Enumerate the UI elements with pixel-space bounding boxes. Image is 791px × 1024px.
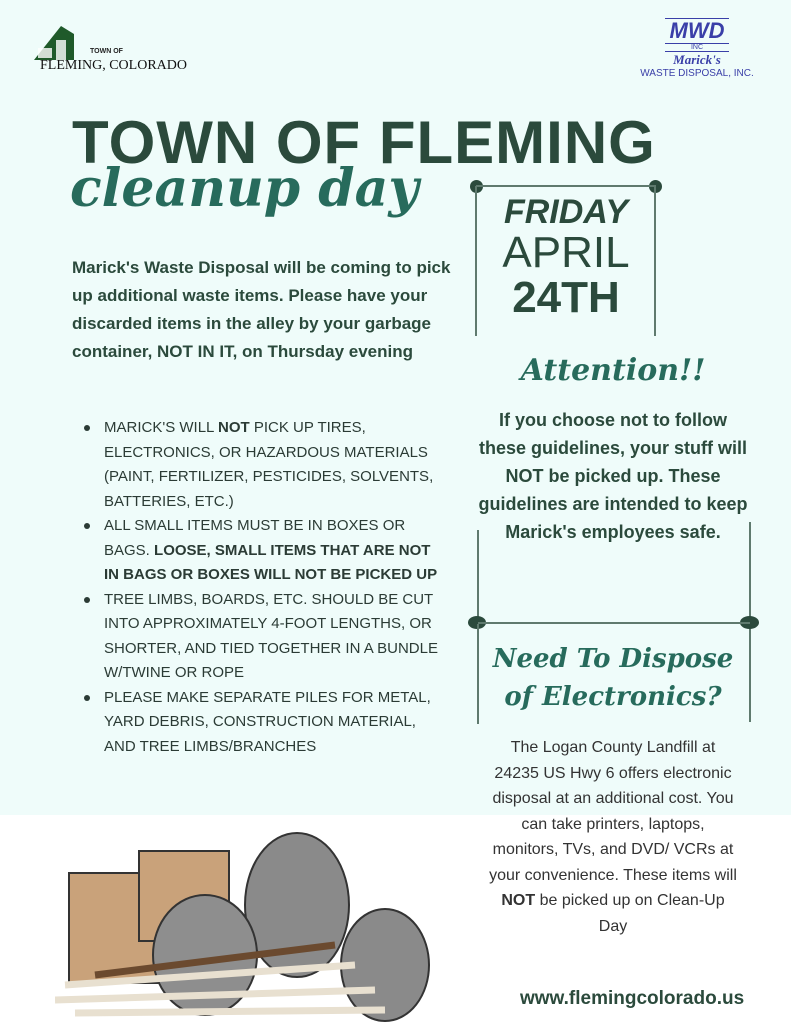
frame-line — [477, 624, 479, 724]
date-number: 24TH — [512, 273, 620, 322]
page-subtitle: cleanup day — [70, 158, 419, 219]
mwd-logo-mark: MWD — [669, 18, 725, 43]
electronics-text: The Logan County Landfill at 24235 US Hwy 6 offers electronic disposal at an additional cost. You can take printers, laptops, monitors, TVs, and DVD/ VCRs at your convenience. These items will — [489, 739, 737, 884]
frame-line — [477, 530, 479, 622]
town-logo-line2: FLEMING, COLORADO — [40, 58, 187, 73]
rule-text: PICK UP TIRES, ELECTRONICS, OR HAZARDOUS MATERIALS (PAINT, FERTILIZER, PESTICIDES, SOLVENTS, BATTERIES, ETC.) — [104, 419, 434, 510]
rule-text: ALL SMALL ITEMS MUST BE IN BOXES OR BAGS. — [104, 517, 406, 559]
mwd-logo — [622, 18, 772, 88]
mwd-logo-sub: WASTE DISPOSAL, INC. — [640, 68, 754, 79]
rule-text: MARICK'S WILL — [104, 419, 218, 436]
attention-body: If you choose not to follow these guidelines, your stuff will NOT be picked up. These guidelines are intended to keep Marick's employees safe. — [478, 410, 748, 542]
electronics-body — [488, 735, 738, 939]
rule-item — [84, 416, 444, 514]
frame-line — [478, 622, 750, 624]
mwd-logo-inc: INC — [665, 43, 729, 52]
electronics-bold: NOT — [501, 892, 536, 909]
rules-list — [84, 416, 444, 759]
rule-item — [84, 588, 444, 686]
rule-text: TREE LIMBS, BOARDS, ETC. SHOULD BE CUT INTO APPROXIMATELY 4-FOOT LENGTHS, OR SHORTER, AND TIED TOGETHER IN A BUNDLE W/TWINE OR ROPE — [104, 590, 438, 681]
town-logo-line1: TOWN OF — [90, 48, 123, 55]
intro-text: Marick's Waste Disposal will be coming to pick up additional waste items. Please have your discarded items in the alley by your garbage container, NOT IN IT, on Thursday evening — [72, 258, 451, 361]
rule-bold: LOOSE, SMALL ITEMS THAT ARE NOT IN BAGS OR BOXES WILL NOT BE PICKED UP — [104, 541, 438, 583]
trash-illustration — [55, 815, 445, 1024]
rule-item — [84, 514, 444, 588]
electronics-heading: Need To Dispose of Electronics? — [492, 644, 734, 712]
electronics-text: be picked up on Clean-Up Day — [535, 892, 725, 935]
mwd-logo-name: Marick's — [673, 52, 721, 67]
rule-item — [84, 686, 444, 760]
town-logo — [34, 26, 194, 76]
website-link[interactable]: www.flemingcolorado.us — [520, 988, 745, 1009]
attention-heading: Attention!! — [520, 353, 706, 388]
rule-bold: NOT — [218, 419, 250, 436]
frame-line — [476, 185, 656, 187]
date-day: FRIDAY — [503, 193, 629, 231]
event-date — [476, 193, 656, 321]
date-month: APRIL — [502, 228, 630, 277]
rule-text: PLEASE MAKE SEPARATE PILES FOR METAL, YARD DEBRIS, CONSTRUCTION MATERIAL, AND TREE LIMBS/BRANCHES — [104, 688, 431, 755]
page-title: TOWN OF FLEMING — [72, 109, 656, 176]
